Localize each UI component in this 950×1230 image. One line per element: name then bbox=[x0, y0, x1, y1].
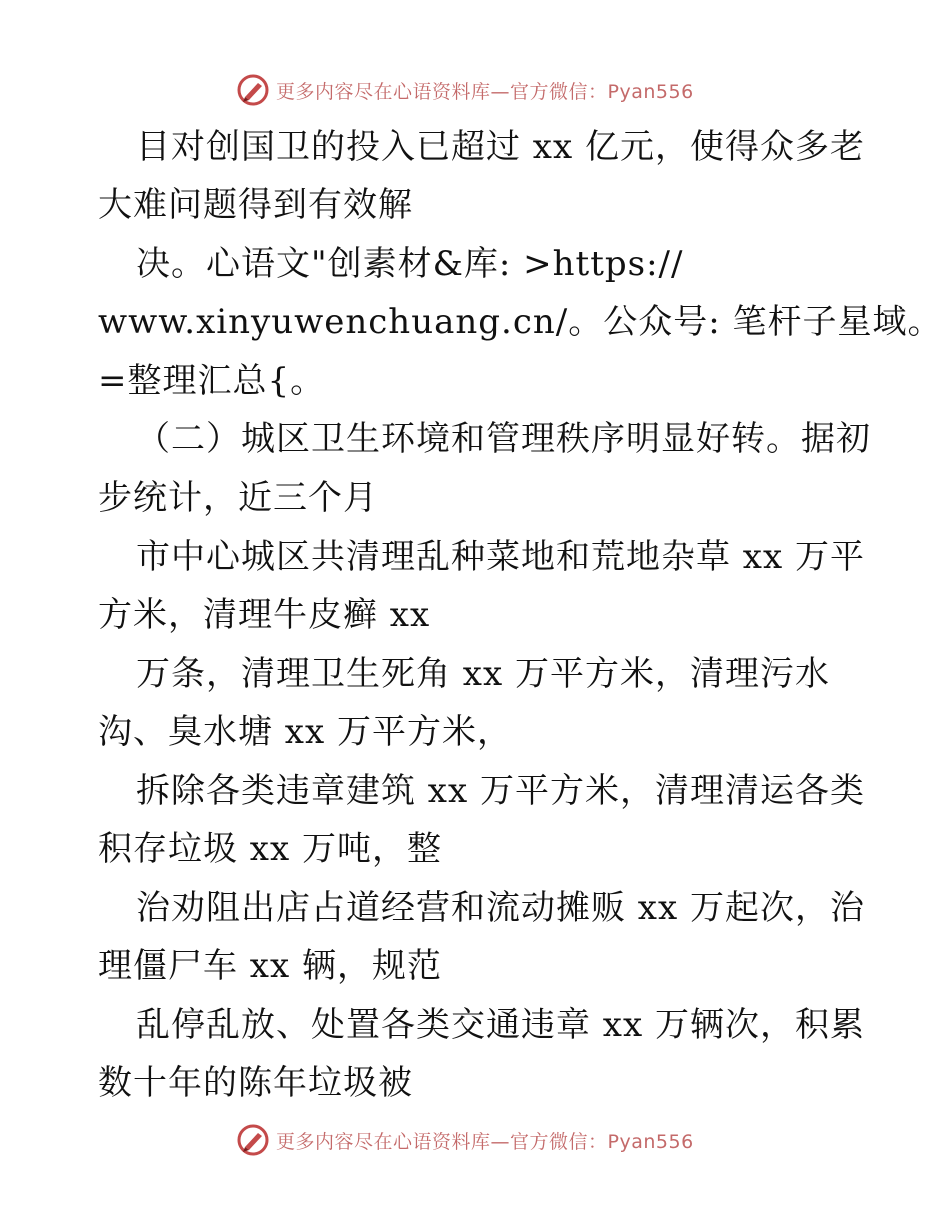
text-line: 治劝阻出店占道经营和流动摊贩 xx 万起次，治 bbox=[136, 888, 865, 928]
pen-logo-icon bbox=[236, 73, 270, 107]
text-line: 沟、臭水塘 xx 万平方米， bbox=[98, 712, 512, 752]
watermark-footer bbox=[236, 1122, 694, 1158]
text-line: 理僵尸车 xx 辆，规范 bbox=[98, 946, 442, 986]
text-line: 积存垃圾 xx 万吨，整 bbox=[98, 829, 442, 869]
text-line: 大难问题得到有效解 bbox=[98, 185, 413, 225]
text-line: 方米，清理牛皮癣 xx bbox=[98, 595, 431, 635]
text-line: 万条，清理卫生死角 xx 万平方米，清理污水 bbox=[136, 654, 830, 694]
text-line: 拆除各类违章建筑 xx 万平方米，清理清运各类 bbox=[136, 771, 865, 811]
text-line: =整理汇总{。 bbox=[98, 361, 326, 401]
text-line: 目对创国卫的投入已超过 xx 亿元，使得众多老 bbox=[136, 127, 865, 167]
text-line: 决。心语文"创素材&库: >https:// bbox=[136, 244, 684, 284]
text-line: 步统计，近三个月 bbox=[98, 478, 378, 518]
watermark-text: 更多内容尽在心语资料库—官方微信：Pyan556 bbox=[276, 1130, 694, 1153]
text-line: （二）城区卫生环境和管理秩序明显好转。据初 bbox=[136, 419, 871, 459]
text-line: 乱停乱放、处置各类交通违章 xx 万辆次，积累 bbox=[136, 1005, 865, 1045]
pen-logo-icon bbox=[236, 1123, 270, 1157]
watermark-text: 更多内容尽在心语资料库—官方微信：Pyan556 bbox=[276, 80, 694, 103]
text-line: 数十年的陈年垃圾被 bbox=[98, 1063, 413, 1103]
text-line: 市中心城区共清理乱种菜地和荒地杂草 xx 万平 bbox=[136, 537, 865, 577]
watermark-header bbox=[236, 72, 694, 108]
text-line: www.xinyuwenchuang.cn/。公众号: 笔杆子星域。 bbox=[98, 302, 943, 342]
